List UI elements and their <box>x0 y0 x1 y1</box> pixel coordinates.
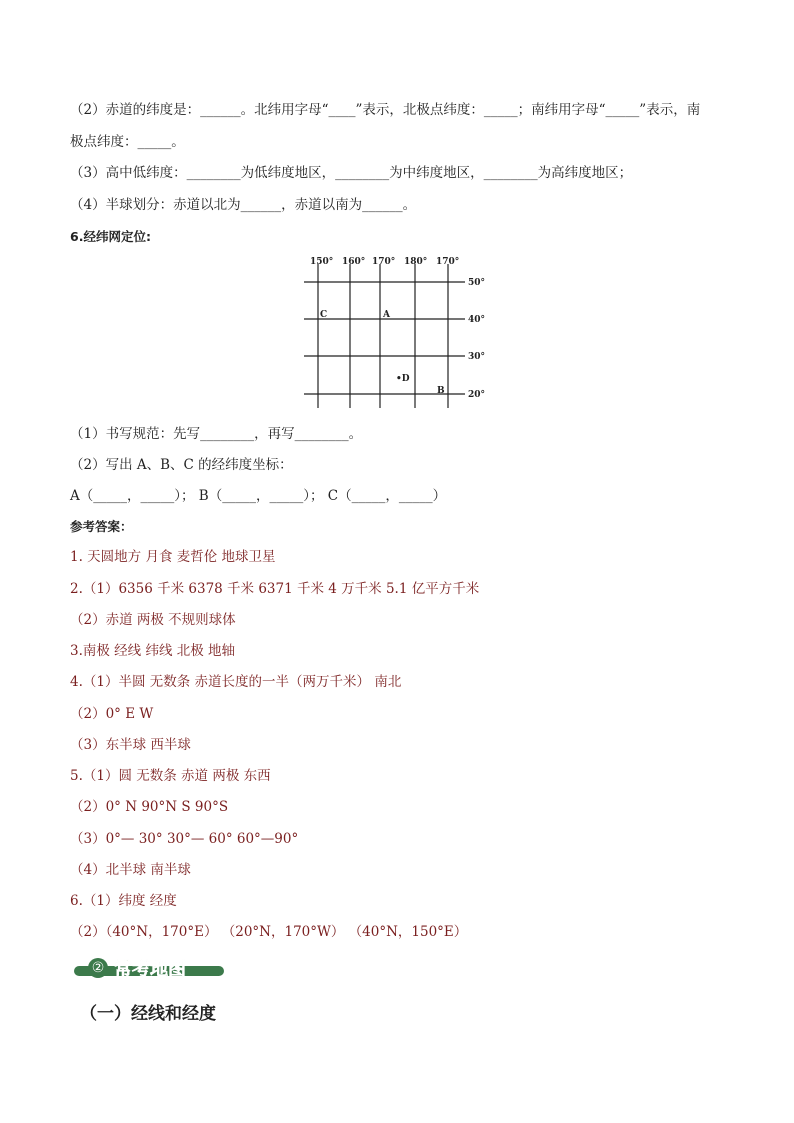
answer-line: （2）0° E W <box>70 706 154 722</box>
answer-line: （3）东半球 西半球 <box>70 737 191 753</box>
lat-label-20: 20° <box>468 390 486 400</box>
answer-line: （4）北半球 南半球 <box>70 862 191 878</box>
lon-label-1: 150° <box>310 257 334 267</box>
answer-line: 4.（1）半圆 无数条 赤道长度的一半（两万千米） 南北 <box>70 674 402 690</box>
point-c: C <box>320 310 328 320</box>
lon-label-3: 170° <box>372 257 396 267</box>
lat-label-40: 40° <box>468 315 486 325</box>
answers-title: 参考答案： <box>70 519 133 534</box>
point-d: •D <box>396 374 410 384</box>
answer-line: 6.（1）纬度 经度 <box>70 893 177 909</box>
answer-line: 5.（1）圆 无数条 赤道 两极 东西 <box>70 768 271 784</box>
q6-title: 6.经纬网定位: <box>70 229 151 244</box>
answer-line: （3）0°— 30° 30°— 60° 60°—90° <box>70 831 299 847</box>
answer-line: 3.南极 经线 纬线 北极 地轴 <box>70 643 236 659</box>
q6-line2: （2）写出 A、B、C 的经纬度坐标： <box>70 457 293 473</box>
answer-line: （2）0° N 90°N S 90°S <box>70 799 229 815</box>
point-a: A <box>383 310 390 320</box>
answer-line: 2.（1）6356 千米 6378 千米 6371 千米 4 万千米 5.1 亿平方千米 <box>70 581 480 597</box>
answer-line: 1. 天圆地方 月食 麦哲伦 地球卫星 <box>70 549 276 565</box>
lat-lon-grid <box>300 252 500 412</box>
section-heading: （一）经线和经度 <box>80 1004 216 1024</box>
banner-number: ② <box>88 958 108 978</box>
lat-label-30: 30° <box>468 352 486 362</box>
point-b: B <box>437 386 445 396</box>
q5-line2b: 极点纬度：_____。 <box>70 134 185 150</box>
answer-line: （2）赤道 两极 不规则球体 <box>70 612 236 628</box>
lon-label-4: 180° <box>404 257 428 267</box>
q5-line3: （3）高中低纬度：________为低纬度地区，________为中纬度地区，________为高纬度地区； <box>70 165 633 181</box>
q6-line3: A（_____，_____）； B（_____，_____）； C（_____，_____） <box>70 488 447 504</box>
lat-label-50: 50° <box>468 278 486 288</box>
answer-line: （2）（40°N，170°E） （20°N，170°W） （40°N，150°E） <box>70 924 468 940</box>
lon-label-5: 170° <box>436 257 460 267</box>
q5-line4: （4）半球划分：赤道以北为______，赤道以南为______。 <box>70 197 417 213</box>
banner-text: 常考地图 <box>114 959 186 980</box>
section-banner <box>74 958 224 978</box>
q5-line2a: （2）赤道的纬度是：______。北纬用字母“____”表示，北极点纬度：_____；南纬用字母“_____”表示，南 <box>70 102 701 118</box>
lon-label-2: 160° <box>342 257 366 267</box>
q6-line1: （1）书写规范：先写________，再写________。 <box>70 426 363 442</box>
